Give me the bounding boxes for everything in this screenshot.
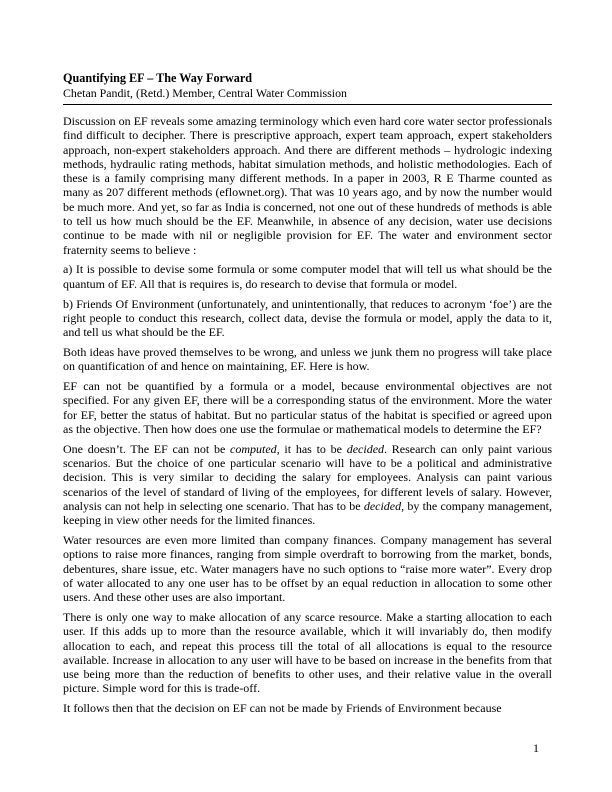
page-number: 1 [533, 741, 539, 755]
paragraph-ef-quantify: EF can not be quantified by a formula or a model, because environmental objectives are not specified. For any given EF, there will be a corresponding status of the environment. More the water for EF, better the status of habitat. But no particular status of the habitat is specified or agreed upon as the objective. Then how does one use the formulae or mathematical models to determine the EF? [63, 379, 552, 436]
paragraph-intro: Discussion on EF reveals some amazing terminology which even hard core water sector professionals find difficult to decipher. There is prescriptive approach, expert team approach, expert stakeholders approach, non-expert stakeholders approach. And there are different methods – hydrologic indexing methods, hydraulic rating methods, habitat simulation methods, and holistic methodologies. Each of these is a family comprising many different methods. In a paper in 2003, R E Tharme counted as many as 207 different methods (eflownet.org). That was 10 years ago, and by now the number would be much more. And yet, so far as India is concerned, not one out of these hundreds of methods is able to tell us how much should be the EF. Meanwhile, in absence of any decision, water use decisions continue to be made with nil or negligible provision for EF. The water and environment sector fraternity seems to believe : [63, 114, 552, 257]
text-run: , it has to be [276, 441, 347, 456]
paragraph-point-b: b) Friends Of Environment (unfortunately, and unintentionally, that reduces to acronym ‘foe’) are the right people to conduct this research, collect data, devise the formula or model, apply the data to it, and tell us what should be the EF. [63, 296, 552, 340]
text-run: One doesn’t. The EF can not be [63, 441, 231, 456]
author-line: Chetan Pandit, (Retd.) Member, Central Water Commission [63, 86, 348, 100]
paragraph-one-doesnt [63, 442, 552, 528]
text-run-italic-computed: computed [230, 441, 277, 456]
paragraph-water-resources: Water resources are even more limited than company finances. Company management has several options to raise more finances, ranging from simple overdraft to borrowing from the market, bonds, debentures, share issue, etc. Water managers have no such options to “raise more water”. Every drop of water allocated to any one user has to be offset by an equal reduction in allocation to some other users. And these other uses are also important. [63, 533, 552, 605]
article-title: Quantifying EF – The Way Forward [63, 71, 253, 85]
text-run: , by the company management, keeping in view other needs for the limited finances. [63, 498, 553, 528]
text-run-italic-decided: decided [363, 498, 402, 513]
document-content [63, 71, 552, 721]
paragraph-point-a: a) It is possible to devise some formula or some computer model that will tell us what should be the quantum of EF. All that is requires is, do research to devise that formula or model. [63, 262, 552, 291]
paragraph-both-ideas: Both ideas have proved themselves to be wrong, and unless we junk them no progress will take place on quantification of and hence on maintaining, EF. Here is how. [63, 344, 552, 374]
paragraph-it-follows: It follows then that the decision on EF can not be made by Friends of Environment because [63, 701, 502, 716]
text-run: . Research can only paint various scenarios. But the choice of one particular scenario will have to be a political and administrative decision. This is very similar to deciding the salary for employees. Analysis can paint various scenarios of the level of standard of living of the employees, for different levels of salary. However, analysis can not help in selecting one scenario. That has to be [63, 441, 553, 513]
text-run-italic-decided: decided [346, 441, 385, 456]
header-rule [63, 104, 552, 105]
paragraph-allocation: There is only one way to make allocation of any scarce resource. Make a starting allocation to each user. If this adds up to more than the resource available, which it will invariably do, then modify allocation to each, and repeat this process till the total of all allocations is equal to the resource available. Increase in allocation to any user will have to be based on increase in the benefits from that use being more than the reduction of benefits to other uses, and their relative value in the overall picture. Simple word for this is trade-off. [63, 610, 552, 696]
